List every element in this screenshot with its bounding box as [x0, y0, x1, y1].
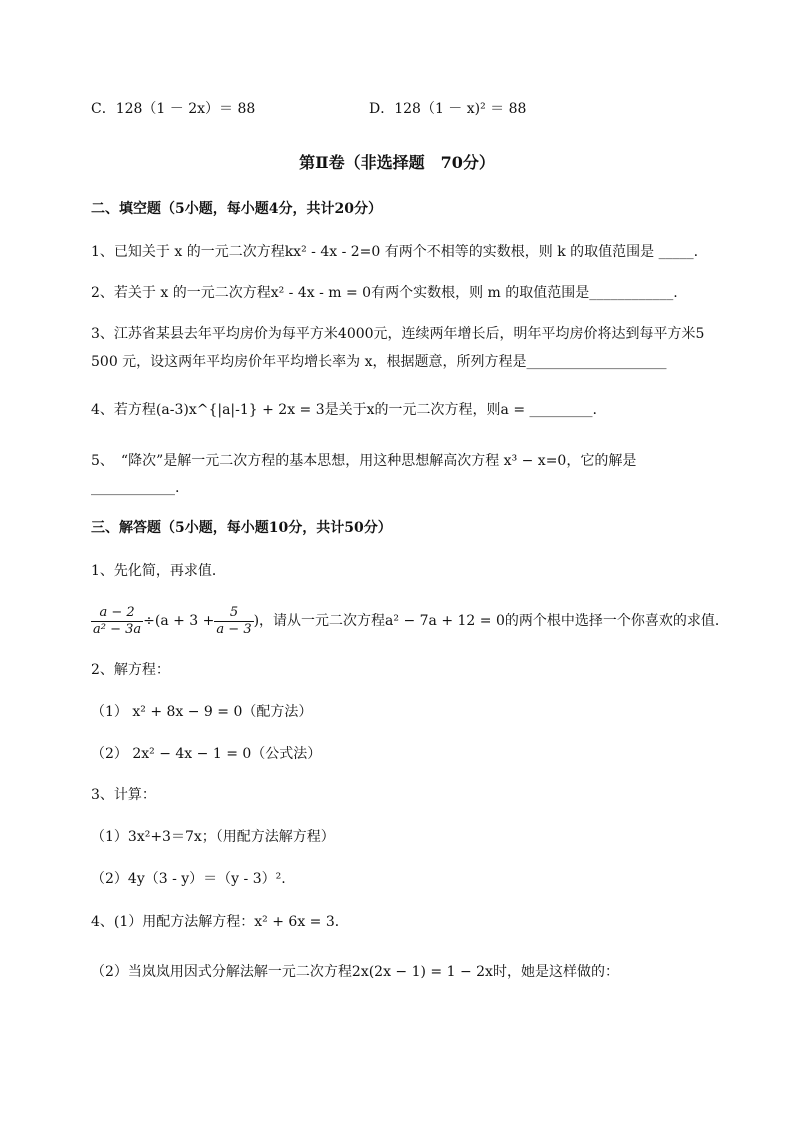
fill-question-3-line-1: 3、江苏省某县去年平均房价为每平方米4000元，连续两年增长后，明年平均房价将达到每平方米5 — [91, 326, 705, 342]
fill-question-4: 4、若方程(a-3)x^{|a|-1} + 2x = 3是关于x的一元二次方程，则a = _________. — [91, 402, 597, 418]
fraction-2 — [214, 605, 253, 638]
fill-question-5-line-1: 5、 “降次”是解一元二次方程的基本思想，用这种思想解高次方程 x³ − x=0，它的解是 — [91, 453, 637, 469]
solve-question-3-part-2: （2）4y（3 - y）＝（y - 3）². — [91, 871, 286, 887]
fill-question-1: 1、已知关于 x 的一元二次方程kx² - 4x - 2=0 有两个不相等的实数根，则 k 的取值范围是 _____. — [91, 244, 699, 260]
option-d: D．128（1 － x)² ＝ 88 — [369, 101, 527, 117]
fraction-2-numerator: 5 — [214, 605, 253, 622]
solve-section-header: 三、解答题（5小题，每小题10分，共计50分） — [91, 520, 392, 536]
fill-question-5-line-2: ____________. — [91, 480, 180, 496]
fill-question-2: 2、若关于 x 的一元二次方程x² - 4x - m = 0有两个实数根，则 m 的取值范围是____________. — [91, 285, 678, 301]
solve-question-3-title: 3、计算： — [91, 787, 156, 803]
option-c: C．128（1 － 2x）＝ 88 — [91, 101, 256, 117]
fraction-1-denominator: a² − 3a — [93, 621, 142, 637]
solve-question-4-part-2: （2）当岚岚用因式分解法解一元二次方程2x(2x − 1) = 1 − 2x时，她是这样做的： — [91, 964, 619, 980]
fraction-1 — [91, 605, 143, 638]
fill-question-3-line-2: 500 元，设这两年平均房价年平均增长率为 x，根据题意，所列方程是____________________ — [91, 354, 667, 370]
solve-question-4-part-1: 4、(1）用配方法解方程：x² + 6x = 3． — [91, 914, 349, 930]
part2-title: 第Ⅱ卷（非选择题 70分） — [299, 153, 495, 172]
solve-question-1-expression — [91, 603, 729, 639]
expression-middle: ÷(a + 3 + — [143, 613, 215, 629]
fraction-2-denominator: a − 3 — [216, 621, 252, 637]
solve-question-2-part-1: （1） x² + 8x − 9 = 0（配方法） — [91, 704, 313, 720]
solve-question-3-part-1: （1）3x²+3＝7x；（用配方法解方程） — [91, 829, 335, 845]
expression-tail: )，请从一元二次方程a² − 7a + 12 = 0的两个根中选择一个你喜欢的求值． — [253, 613, 729, 629]
fill-section-header: 二、填空题（5小题，每小题4分，共计20分） — [91, 201, 382, 217]
solve-question-2-title: 2、解方程： — [91, 662, 170, 678]
fraction-1-numerator: a − 2 — [91, 605, 143, 622]
solve-question-2-part-2: （2） 2x² − 4x − 1 = 0（公式法） — [91, 746, 322, 762]
solve-question-1-title: 1、先化简，再求值． — [91, 563, 226, 579]
